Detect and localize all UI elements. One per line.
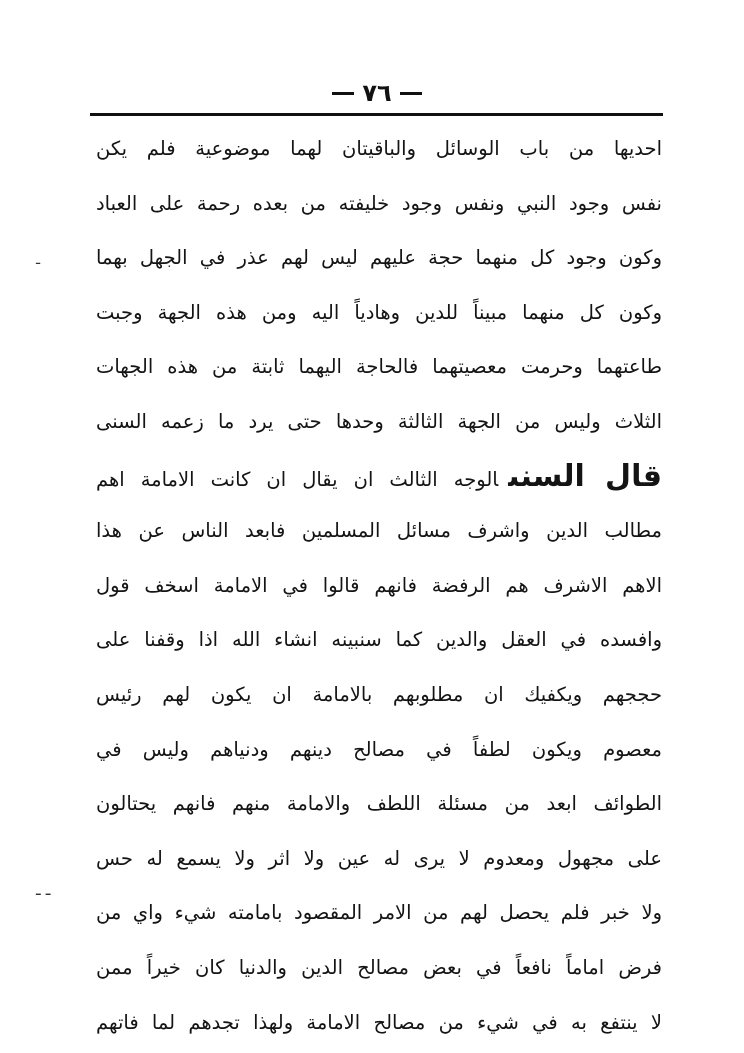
text-line: مطالب الدين واشرف مسائل المسلمين فابعد الناس عن هذا bbox=[96, 519, 662, 543]
text-line: الاهم الاشرف هم الرفضة فانهم قالوا في الامامة اسخف قول bbox=[96, 573, 662, 597]
text-line: نفس وجود النبي ونفس وجود خليفته من بعده رحمة على العباد bbox=[96, 191, 662, 215]
page-number: ٧٦ bbox=[362, 79, 392, 107]
section-lead-word: قال السنى bbox=[508, 458, 662, 494]
text-line-rest: الوجه الثالث ان يقال ان كانت الامامة اهم bbox=[96, 467, 499, 491]
text-line: لا ينتفع به في شيء من مصالح الامامة ولهذا تجدهم لما فاتهم bbox=[96, 1010, 662, 1034]
text-line: وكون وجود كل منهما حجة عليهم ليس لهم عذر في الجهل بهما bbox=[96, 246, 662, 270]
margin-mark: ـ bbox=[36, 252, 41, 268]
margin-mark: ـ ـ bbox=[36, 880, 51, 899]
text-line: معصوم ويكون لطفاً في مصالح دينهم ودنياهم وليس في bbox=[96, 737, 662, 761]
header-dash-left bbox=[332, 92, 354, 95]
text-line: على مجهول ومعدوم لا يرى له عين ولا اثر ولا يسمع له حس bbox=[96, 846, 662, 870]
text-line: احديها من باب الوسائل والباقيتان لهما موضوعية فلم يكن bbox=[96, 137, 662, 160]
text-line: حججهم ويكفيك ان مطلوبهم بالامامة ان يكون لهم رئيس bbox=[96, 682, 662, 706]
text-line: ولا خبر فلم يحصل لهم من الامر المقصود بامامته شيء واي من bbox=[96, 901, 662, 925]
text-line: طاعتهما وحرمت معصيتهما فالحاجة اليهما ثابتة من هذه الجهات bbox=[96, 355, 662, 379]
text-line: الثلاث وليس من الجهة الثالثة وحدها حتى يرد ما زعمه السنى bbox=[96, 409, 662, 433]
page-header bbox=[90, 76, 664, 110]
header-dash-right bbox=[400, 92, 422, 95]
header-rule bbox=[90, 113, 663, 116]
text-line-with-heading bbox=[96, 450, 662, 505]
text-line: فرض اماماً نافعاً في بعض مصالح الدين والدنيا كان خيراً ممن bbox=[96, 955, 662, 979]
body-text bbox=[96, 122, 662, 1050]
text-line: وكون كل منهما مبيناً للدين وهادياً اليه ومن هذه الجهة وجبت bbox=[96, 300, 662, 324]
text-line: الطوائف ابعد من مسئلة اللطف والامامة منهم فانهم يحتالون bbox=[96, 792, 662, 816]
text-line: وافسده في العقل والدين كما سنبينه انشاء الله اذا وقفنا على bbox=[96, 628, 662, 652]
